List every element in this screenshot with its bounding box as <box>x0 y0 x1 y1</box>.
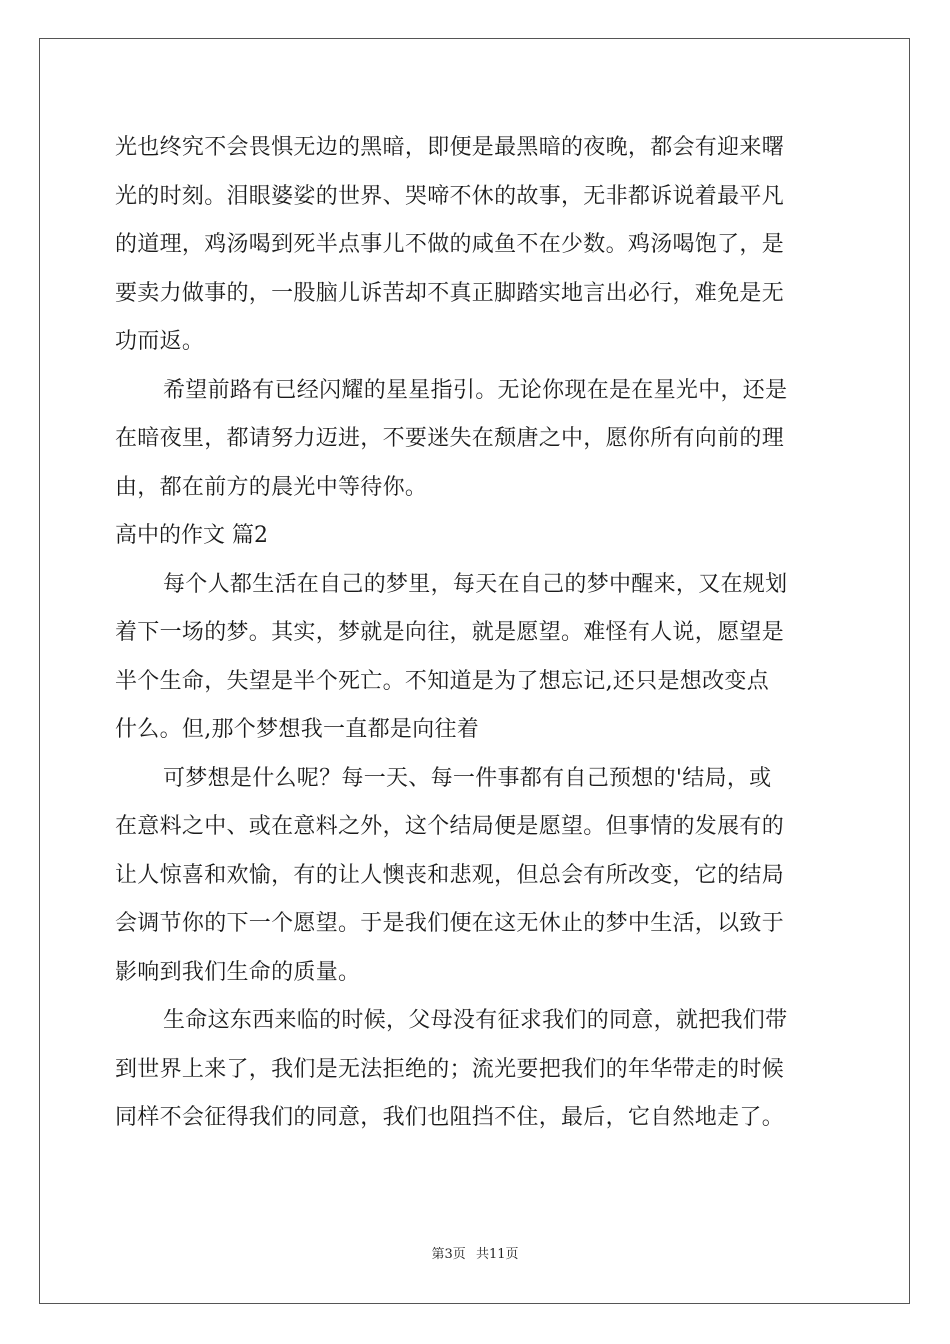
paragraph-life <box>115 997 835 1143</box>
text-line: 要卖力做事的，一股脑儿诉苦却不真正脚踏实地言出必行，难免是无 <box>115 280 785 306</box>
page-footer <box>0 1243 950 1262</box>
page-number: 第3页 <box>431 1247 466 1262</box>
text-line: 光的时刻。泪眼婆娑的世界、哭啼不休的故事，无非都诉说着最平凡 <box>115 183 785 209</box>
text-line: 让人惊喜和欢愉，有的让人懊丧和悲观，但总会有所改变，它的结局 <box>115 862 785 888</box>
text-line: 在意料之中、或在意料之外，这个结局便是愿望。但事情的发展有的 <box>115 814 785 839</box>
total-pages: 共11页 <box>475 1247 519 1262</box>
document-body <box>115 124 835 1143</box>
text-line: 什么。但,那个梦想我一直都是向往着 <box>115 717 480 742</box>
section-heading: 高中的作文 篇2 <box>115 523 268 548</box>
text-line: 到世界上来了，我们是无法拒绝的；流光要把我们的年华带走的时候 <box>115 1056 785 1082</box>
paragraph-dream <box>115 561 835 755</box>
text-line: 生命这东西来临的时候，父母没有征求我们的同意，就把我们带 <box>163 1008 788 1033</box>
paragraph-hope <box>115 367 835 513</box>
text-line: 的道理，鸡汤喝到死半点事儿不做的咸鱼不在少数。鸡汤喝饱了，是 <box>115 232 785 257</box>
text-line: 光也终究不会畏惧无边的黑暗，即便是最黑暗的夜晚，都会有迎来曙 <box>115 135 785 160</box>
paragraph-wish <box>115 755 835 998</box>
text-line: 影响到我们生命的质量。 <box>115 959 361 985</box>
text-line: 着下一场的梦。其实，梦就是向往，就是愿望。难怪有人说，愿望是 <box>115 620 785 645</box>
paragraph-continuation <box>115 124 835 367</box>
text-line: 由，都在前方的晨光中等待你。 <box>115 474 428 500</box>
text-line: 希望前路有已经闪耀的星星指引。无论你现在是在星光中，还是 <box>163 377 788 403</box>
text-line: 会调节你的下一个愿望。于是我们便在这无休止的梦中生活，以致于 <box>115 911 785 936</box>
text-line: 可梦想是什么呢？每一天、每一件事都有自己预想的'结局，或 <box>163 765 772 791</box>
text-line: 同样不会征得我们的同意，我们也阻挡不住，最后，它自然地走了。 <box>115 1105 785 1130</box>
text-line: 半个生命，失望是半个死亡。不知道是为了想忘记,还只是想改变点 <box>115 668 769 694</box>
text-line: 每个人都生活在自己的梦里，每天在自己的梦中醒来，又在规划 <box>163 571 788 597</box>
text-line: 在暗夜里，都请努力迈进，不要迷失在颓唐之中，愿你所有向前的理 <box>115 426 785 451</box>
text-line: 功而返。 <box>115 329 205 354</box>
